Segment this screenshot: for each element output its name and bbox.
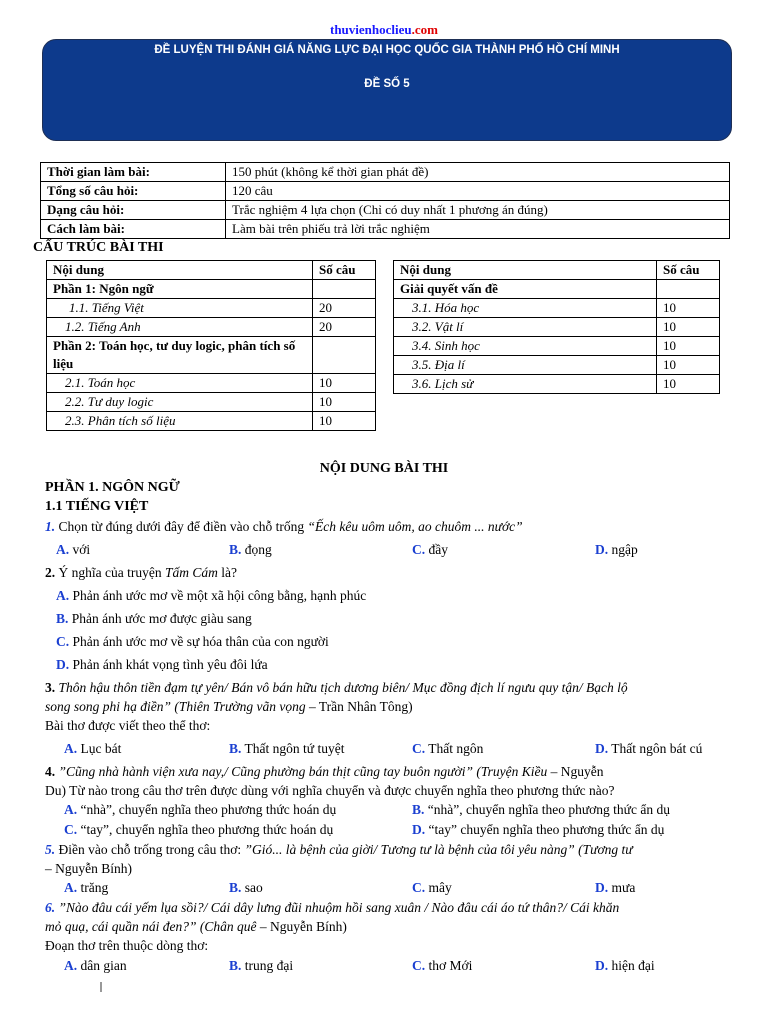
option-a[interactable] — [64, 957, 127, 975]
option-letter: B. — [412, 802, 425, 817]
option-letter: C. — [412, 958, 426, 973]
page-mark — [100, 982, 102, 992]
title-banner — [42, 39, 732, 141]
option-a[interactable] — [64, 879, 108, 897]
topic-name: 3.2. Vật lí — [394, 318, 657, 337]
option-text: Phản ánh ước mơ về một xã hội công bằng, hạnh phúc — [72, 588, 367, 603]
info-value: Làm bài trên phiếu trả lời trắc nghiệm — [226, 220, 730, 239]
question-3-cont — [45, 698, 413, 716]
option-text: “nhà”, chuyển nghĩa theo phương thức hoán dụ — [80, 802, 337, 817]
section-heading: 1.1 TIẾNG VIỆT — [45, 499, 149, 514]
question-number: 4. — [45, 764, 56, 779]
topic-name: 2.3. Phân tích số liệu — [47, 412, 313, 431]
option-text: với — [72, 542, 91, 557]
col-header-count: Số câu — [313, 261, 376, 280]
site-name-main: thuvienhoclieu — [330, 22, 412, 37]
option-a[interactable] — [56, 587, 366, 605]
option-d[interactable] — [595, 541, 638, 559]
option-d[interactable] — [595, 740, 702, 758]
table-row — [47, 412, 376, 431]
option-letter: A. — [64, 880, 78, 895]
option-text: “nhà”, chuyển nghĩa theo phương thức ẩn dụ — [427, 802, 670, 817]
empty-cell — [313, 280, 376, 299]
option-text: Phản ánh ước mơ được giàu sang — [71, 611, 252, 626]
option-letter: D. — [595, 958, 609, 973]
info-row — [41, 220, 730, 239]
option-text: Thất ngôn — [428, 741, 484, 756]
table-row — [394, 280, 720, 299]
option-text: đầy — [428, 542, 448, 557]
question-author: – Trần Nhân Tông) — [305, 699, 413, 714]
option-text: mưa — [611, 880, 636, 895]
topic-name: 2.2. Tư duy logic — [47, 393, 313, 412]
site-name-domain: .com — [411, 22, 438, 37]
option-letter: B. — [229, 741, 242, 756]
question-number: 3. — [45, 680, 56, 695]
part-label: Phần 1: Ngôn ngữ — [47, 280, 313, 299]
topic-count: 10 — [657, 375, 720, 394]
topic-name: 1.1. Tiếng Việt — [47, 299, 313, 318]
option-letter: B. — [229, 958, 242, 973]
table-header-row — [47, 261, 376, 280]
info-value: Trắc nghiệm 4 lựa chọn (Chỉ có duy nhất 1 phương án đúng) — [226, 201, 730, 220]
option-text: ngập — [611, 542, 638, 557]
option-text: thơ Mới — [428, 958, 473, 973]
table-row — [47, 318, 376, 337]
exam-title: ĐỀ LUYỆN THI ĐÁNH GIÁ NĂNG LỰC ĐẠI HỌC QUỐC GIA THÀNH PHỐ HỒ CHÍ MINH — [154, 44, 620, 56]
question-4 — [45, 763, 603, 781]
info-key: Thời gian làm bài: — [41, 163, 226, 182]
option-text: trung đại — [244, 958, 294, 973]
site-name[interactable] — [0, 22, 768, 38]
info-value: 150 phút (không kể thời gian phát đề) — [226, 163, 730, 182]
option-d[interactable] — [56, 656, 268, 674]
question-text: ”Nào đâu cái yếm lụa sồi?/ Cái dây lưng đũi nhuộm hồi sang xuân / Nào đâu cái áo tứ thân?/ Cái khăn — [58, 900, 620, 915]
empty-cell — [313, 337, 376, 374]
topic-count: 10 — [313, 393, 376, 412]
table-row — [394, 356, 720, 375]
question-6 — [45, 899, 619, 917]
question-text: mỏ quạ, cái quần nái đen?” (Chân quê — [45, 919, 257, 934]
topic-count: 10 — [657, 299, 720, 318]
question-6-cont — [45, 918, 347, 936]
exam-number: ĐỀ SỐ 5 — [364, 78, 410, 90]
question-2 — [45, 564, 237, 582]
question-work: Tấm Cám — [164, 565, 218, 580]
question-quote: “Ếch kêu uôm uôm, ao chuôm ... nước” — [307, 519, 523, 534]
info-row — [41, 201, 730, 220]
option-b[interactable] — [412, 801, 670, 819]
option-text: đọng — [244, 542, 272, 557]
topic-count: 10 — [657, 337, 720, 356]
option-a[interactable] — [64, 801, 336, 819]
exam-info-table — [40, 162, 730, 239]
option-c[interactable] — [412, 740, 483, 758]
option-b[interactable] — [229, 541, 272, 559]
option-text: sao — [244, 880, 263, 895]
question-text: ”Cũng nhà hành viện xưa nay,/ Cũng phường bán thịt cũng tay buôn người” (Truyện Kiều — [58, 764, 548, 779]
option-letter: C. — [412, 880, 426, 895]
table-row — [47, 337, 376, 374]
option-text: “tay”, chuyển nghĩa theo phương thức hoán dụ — [80, 822, 334, 837]
topic-name: 3.1. Hóa học — [394, 299, 657, 318]
option-letter: A. — [64, 958, 78, 973]
option-text: Thất ngôn bát cú — [611, 741, 703, 756]
topic-name: 3.6. Lịch sử — [394, 375, 657, 394]
option-c[interactable] — [412, 879, 452, 897]
option-letter: D. — [595, 880, 609, 895]
question-4-cont: Du) Từ nào trong câu thơ trên được dùng với nghĩa chuyển và được chuyển nghĩa theo phương thức nào? — [45, 783, 615, 798]
topic-count: 10 — [313, 412, 376, 431]
option-letter: A. — [64, 802, 78, 817]
question-text: Thôn hậu thôn tiền đạm tự yên/ Bán vô bán hữu tịch dương biên/ Mục đồng địch lí ngưu quy tận/ Bạch lộ — [58, 680, 628, 695]
topic-name: 1.2. Tiếng Anh — [47, 318, 313, 337]
option-text: Lục bát — [80, 741, 122, 756]
question-prompt: Đoạn thơ trên thuộc dòng thơ: — [45, 938, 209, 953]
option-letter: A. — [56, 542, 70, 557]
question-author: – Nguyễn Bính) — [256, 919, 347, 934]
option-letter: D. — [412, 822, 426, 837]
option-a[interactable] — [64, 740, 121, 758]
structure-table-left — [46, 260, 376, 431]
question-number: 5. — [45, 842, 56, 857]
part-label: Giải quyết vấn đề — [394, 280, 657, 299]
option-d[interactable] — [595, 957, 655, 975]
col-header-content: Nội dung — [47, 261, 313, 280]
table-row — [394, 299, 720, 318]
info-row — [41, 163, 730, 182]
question-prompt: Bài thơ được viết theo thể thơ: — [45, 718, 211, 733]
option-d[interactable] — [595, 879, 635, 897]
option-letter: B. — [229, 880, 242, 895]
option-b[interactable] — [229, 740, 344, 758]
topic-count: 20 — [313, 318, 376, 337]
question-3 — [45, 679, 628, 697]
part-label: Phần 2: Toán học, tư duy logic, phân tích số liệu — [47, 337, 313, 374]
table-row — [394, 375, 720, 394]
topic-name: 2.1. Toán học — [47, 374, 313, 393]
option-c[interactable] — [64, 821, 333, 839]
question-5 — [45, 841, 633, 859]
info-key: Cách làm bài: — [41, 220, 226, 239]
option-b[interactable] — [56, 610, 252, 628]
info-key: Dạng câu hỏi: — [41, 201, 226, 220]
question-work: (Tương tư — [574, 842, 633, 857]
option-text: “tay” chuyển nghĩa theo phương thức ẩn dụ — [428, 822, 665, 837]
option-letter: A. — [56, 588, 70, 603]
option-letter: A. — [64, 741, 78, 756]
table-row — [47, 393, 376, 412]
option-text: trăng — [80, 880, 109, 895]
col-header-count: Số câu — [657, 261, 720, 280]
option-text: Phản ánh khát vọng tình yêu đôi lứa — [72, 657, 268, 672]
option-letter: C. — [412, 542, 426, 557]
option-c[interactable] — [412, 957, 472, 975]
option-text: Phản ánh ước mơ về sự hóa thân của con người — [72, 634, 329, 649]
option-letter: D. — [56, 657, 70, 672]
question-author: – Nguyễn — [547, 764, 604, 779]
option-c[interactable] — [412, 541, 448, 559]
topic-name: 3.4. Sinh học — [394, 337, 657, 356]
option-d[interactable] — [412, 821, 664, 839]
question-tail: là? — [217, 565, 237, 580]
question-1 — [45, 518, 523, 536]
table-row — [47, 374, 376, 393]
option-text: hiện đại — [611, 958, 655, 973]
question-text: Chọn từ đúng dưới đây để điền vào chỗ trống — [58, 519, 308, 534]
option-text: Thất ngôn tứ tuyệt — [244, 741, 345, 756]
option-b[interactable] — [229, 957, 293, 975]
question-number: 6. — [45, 900, 56, 915]
option-letter: D. — [595, 741, 609, 756]
table-header-row — [394, 261, 720, 280]
question-text: song song phi hạ điền” (Thiên Trường vãn vọng — [45, 699, 306, 714]
question-5-cont: – Nguyễn Bính) — [45, 861, 132, 876]
option-b[interactable] — [229, 879, 263, 897]
topic-count: 10 — [657, 318, 720, 337]
empty-cell — [657, 280, 720, 299]
table-row — [47, 280, 376, 299]
info-key: Tổng số câu hỏi: — [41, 182, 226, 201]
option-a[interactable] — [56, 541, 90, 559]
table-row — [47, 299, 376, 318]
topic-count: 20 — [313, 299, 376, 318]
table-row — [394, 318, 720, 337]
question-number: 1. — [45, 519, 56, 534]
content-title: NỘI DUNG BÀI THI — [319, 461, 449, 476]
question-number: 2. — [45, 565, 56, 580]
table-row — [394, 337, 720, 356]
question-text: Điền vào chỗ trống trong câu thơ: — [58, 842, 245, 857]
info-row — [41, 182, 730, 201]
topic-count: 10 — [313, 374, 376, 393]
topic-name: 3.5. Địa lí — [394, 356, 657, 375]
option-text: mây — [428, 880, 452, 895]
option-letter: D. — [595, 542, 609, 557]
option-letter: B. — [229, 542, 242, 557]
option-text: dân gian — [80, 958, 127, 973]
option-c[interactable] — [56, 633, 329, 651]
option-letter: B. — [56, 611, 69, 626]
info-value: 120 câu — [226, 182, 730, 201]
structure-heading: CẤU TRÚC BÀI THI — [33, 240, 164, 255]
part-heading: PHẦN 1. NGÔN NGỮ — [45, 480, 180, 495]
structure-table-right — [393, 260, 720, 394]
option-letter: C. — [56, 634, 70, 649]
question-quote: ”Gió... là bệnh của giời/ Tương tư là bệnh của tôi yêu nàng” — [244, 842, 575, 857]
option-letter: C. — [412, 741, 426, 756]
question-text: Ý nghĩa của truyện — [58, 565, 165, 580]
topic-count: 10 — [657, 356, 720, 375]
option-letter: C. — [64, 822, 78, 837]
col-header-content: Nội dung — [394, 261, 657, 280]
